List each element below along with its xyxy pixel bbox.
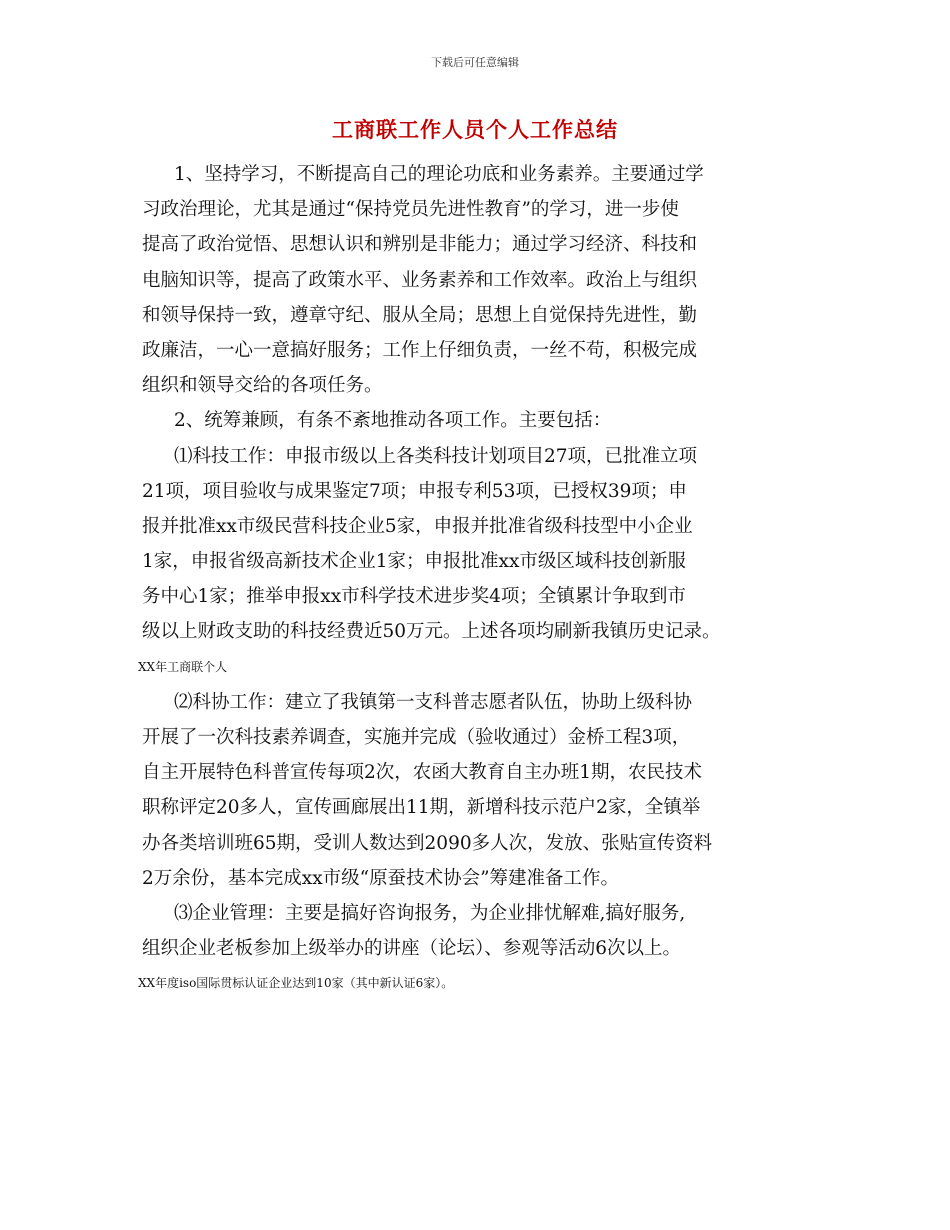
body-line: 2万余份，基本完成xx市级“原蚕技术协会”筹建准备工作。 [142,867,620,889]
body-line: 政廉洁，一心一意搞好服务；工作上仔细负责，一丝不苟，积极完成 [142,339,698,361]
body-line: 和领导保持一致，遵章守纪、服从全局；思想上自觉保持先进性，勤 [142,304,698,326]
body-line: XX年度iso国际贯标认证企业达到10家（其中新认证6家）。 [138,976,454,991]
body-line: 办各类培训班65期，受训人数达到2090多人次，发放、张贴宣传资料 [142,832,713,854]
body-line: 职称评定20多人，宣传画廊展出11期，新增科技示范户2家，全镇举 [142,797,701,819]
body-line: 组织和领导交给的各项任务。 [142,375,383,397]
body-line: 务中心1家；推举申报xx市科学技术进步奖4项；全镇累计争取到市 [142,586,686,608]
body-line: ⑵科协工作：建立了我镇第一支科普志愿者队伍，协助上级科协 [174,691,693,713]
body-line: 提高了政治觉悟、思想认识和辨别是非能力；通过学习经济、科技和 [142,234,698,256]
body-line: 1家，申报省级高新技术企业1家；申报批准xx市级区域科技创新服 [142,551,686,573]
body-line: XX年工商联个人 [138,659,228,674]
body-line: ⑶企业管理：主要是搞好咨询报务，为企业排忧解难,搞好服务, [174,902,686,924]
body-line: 自主开展特色科普宣传每项2次，农函大教育自主办班1期，农民技术 [142,762,703,784]
body-line: 电脑知识等，提高了政策水平、业务素养和工作效率。政治上与组织 [142,269,698,291]
body-line: 组织企业老板参加上级举办的讲座（论坛）、参观等活动6次以上。 [142,938,682,960]
body-line: 21项，项目验收与成果鉴定7项；申报专利53项，已授权39项；申 [142,480,687,502]
body-line: 开展了一次科技素养调查，实施并完成（验收通过）金桥工程3项， [142,727,691,748]
body-line: 习政治理论，尤其是通过“保持党员先进性教育”的学习，进一步使 [142,199,679,221]
header-note: 下载后可任意编辑 [431,56,519,69]
body-line: ⑴科技工作：申报市级以上各类科技计划项目27项，已批准立项 [174,445,698,467]
document-title: 工商联工作人员个人工作总结 [332,118,618,142]
body-line: 2、统筹兼顾，有条不紊地推动各项工作。主要包括： [174,410,612,432]
body-line: 级以上财政支助的科技经费近50万元。上述各项均刷新我镇历史记录。 [142,621,721,643]
body-line: 报并批准xx市级民营科技企业5家，申报并批准省级科技型中小企业 [142,515,693,537]
document-body [138,157,814,1002]
body-line: 1、坚持学习，不断提高自己的理论功底和业务素养。主要通过学 [174,164,704,185]
